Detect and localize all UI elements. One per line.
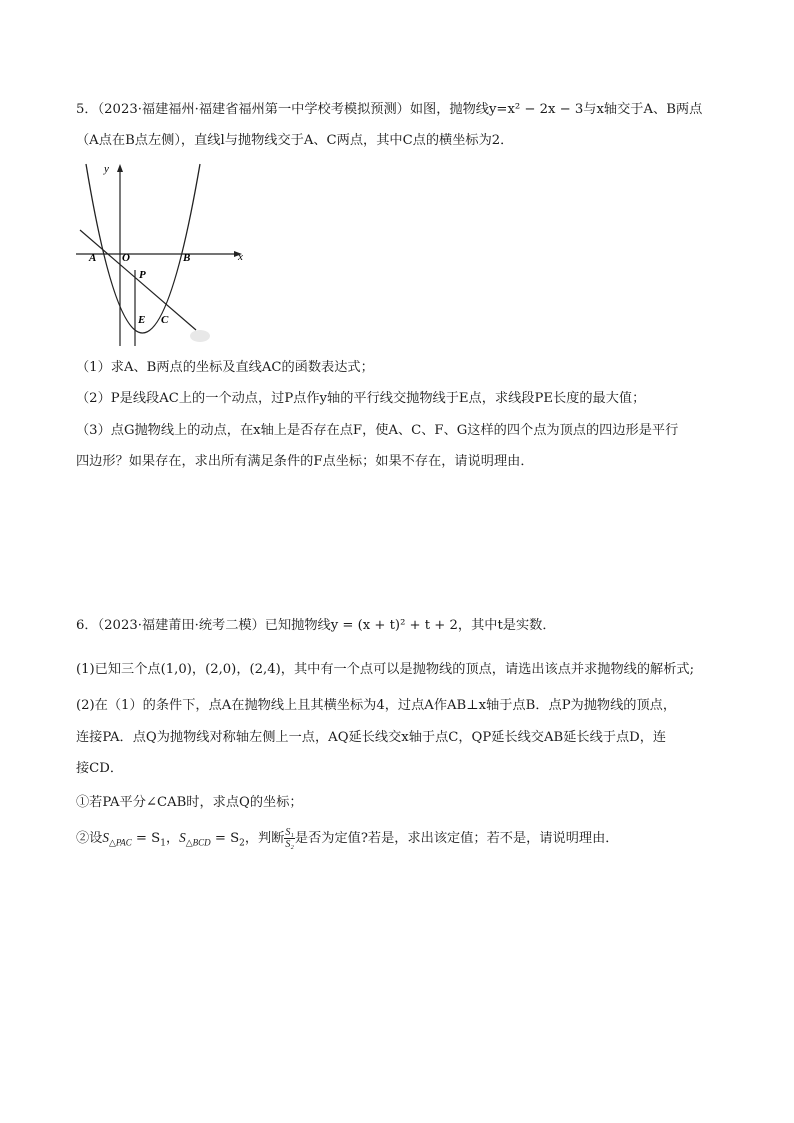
y-axis-arrow bbox=[117, 164, 123, 172]
problem6-part2-line2: 连接PA．点Q为抛物线对称轴左侧上一点，AQ延长线交x轴于点C，QP延长线交AB延长线于点D，连 bbox=[76, 730, 667, 745]
problem5-q2: （2）P是线段AC上的一个动点，过P点作y轴的平行线交抛物线于E点，求线段PE长度的最大值； bbox=[76, 391, 646, 406]
problem5-line1: 5．（2023·福建福州·福建省福州第一中学校考模拟预测）如图，抛物线y=x² − 2x − 3与x轴交于A、B两点 bbox=[76, 102, 703, 117]
s1-over-s2-fraction bbox=[284, 827, 294, 850]
sub2-eq2: = S bbox=[210, 831, 240, 846]
sub2-comma: ， bbox=[165, 831, 180, 846]
sub2-eq1: = S bbox=[131, 831, 161, 846]
problem6-part1: (1)已知三个点(1,0)，(2,0)，(2,4)，其中有一个点可以是抛物线的顶点，请选出该点并求抛物线的解析式; bbox=[76, 662, 695, 677]
label-c: C bbox=[161, 314, 169, 326]
problem6-part2-line1: (2)在（1）的条件下，点A在抛物线上且其横坐标为4，过点A作AB⊥x轴于点B．点P为抛物线的顶点， bbox=[76, 698, 677, 713]
label-p: P bbox=[139, 269, 146, 281]
sub2-s-pac: S bbox=[102, 830, 109, 845]
problem5-q3-line1: （3）点G抛物线上的动点，在x轴上是否存在点F，使A、C、F、G这样的四个点为顶点的四边形是平行 bbox=[76, 423, 679, 438]
fraction-denominator: S₂ bbox=[285, 839, 294, 850]
scan-smudge bbox=[190, 330, 210, 342]
fraction-numerator: S₁ bbox=[285, 827, 294, 838]
problem6-sub2 bbox=[76, 826, 618, 856]
sub2-pac-subscript: △PAC bbox=[108, 837, 132, 848]
label-a: A bbox=[89, 252, 97, 264]
sub2-one: 1 bbox=[160, 838, 166, 849]
label-b: B bbox=[183, 252, 191, 264]
problem6-part2-line3: 接CD． bbox=[76, 761, 124, 776]
problem6-sub1: ①若PA平分∠CAB时，求点Q的坐标； bbox=[76, 795, 303, 810]
label-e: E bbox=[138, 314, 146, 326]
problem5-q1: （1）求A、B两点的坐标及直线AC的函数表达式； bbox=[76, 360, 374, 375]
sub2-judge: ，判断 bbox=[244, 831, 285, 846]
sub2-prefix: ②设 bbox=[76, 831, 103, 846]
problem6-stem: 6．（2023·福建莆田·统考二模）已知抛物线y = (x + t)² + t + 2，其中t是实数． bbox=[76, 618, 556, 633]
label-o: O bbox=[122, 252, 130, 264]
label-y: y bbox=[104, 163, 109, 175]
label-x: x bbox=[238, 251, 243, 263]
problem5-q3-line2: 四边形？如果存在，求出所有满足条件的F点坐标；如果不存在，请说明理由． bbox=[76, 454, 534, 469]
sub2-two: 2 bbox=[239, 838, 245, 849]
problem5-line2: （A点在B点左侧），直线l与抛物线交于A、C两点，其中C点的横坐标为2． bbox=[76, 133, 514, 148]
sub2-suffix: 是否为定值?若是，求出该定值；若不是，请说明理由． bbox=[294, 831, 619, 846]
sub2-bcd-subscript: △BCD bbox=[185, 837, 211, 848]
sub2-s-bcd: S bbox=[179, 830, 186, 845]
parabola-figure bbox=[76, 160, 256, 348]
parabola-curve bbox=[86, 164, 200, 333]
